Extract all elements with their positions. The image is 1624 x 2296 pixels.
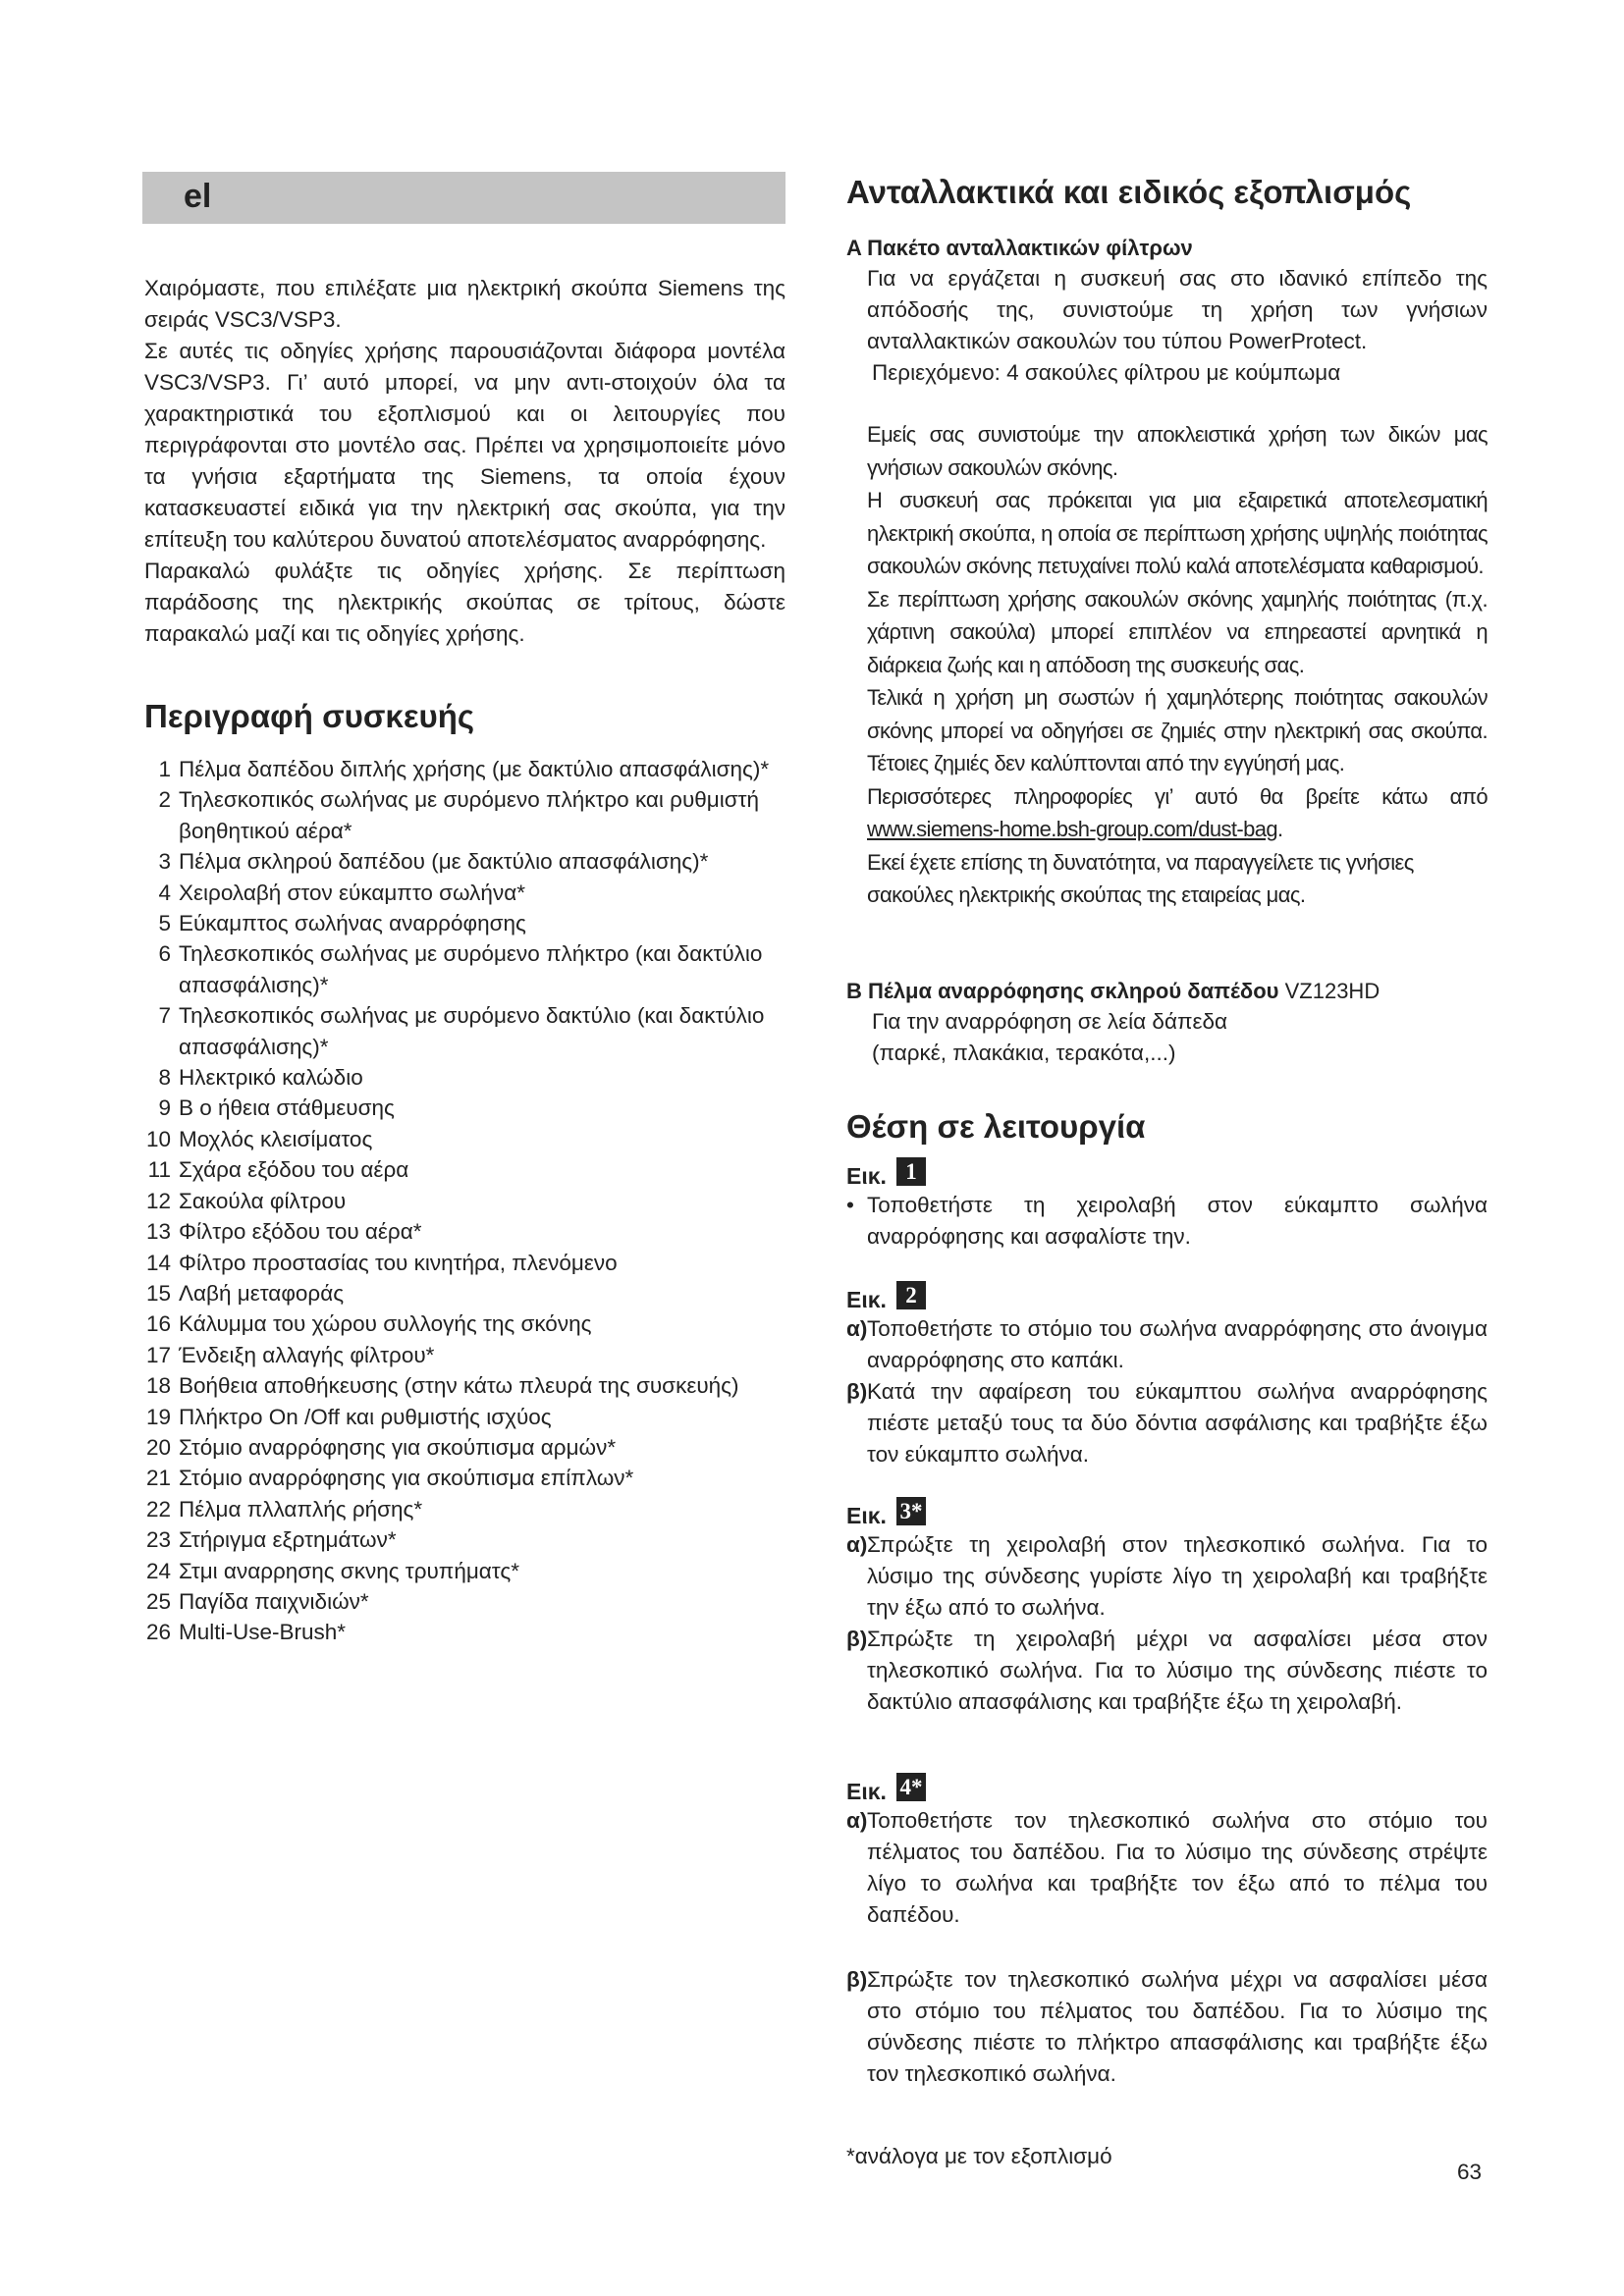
item-number: 12 (145, 1188, 171, 1213)
note-paragraph: Η συσκευή σας πρόκειται για μια εξαιρετικά αποτελεσματική ηλεκτρική σκούπα, η οποία σε περίπτωση χρήσης υψηλής ποιότητας σακουλών σκόνης πετυχαίνει πολύ καλά αποτελέσματα καθαρισμού. (867, 488, 1488, 578)
figure-badge: 1 (896, 1157, 926, 1186)
item-text: Πέλμα σκληρού δαπέδου (με δακτύλιο απασφάλισης)* (179, 849, 709, 875)
accessory-b-model: VZ123HD (1284, 979, 1380, 1003)
item-text: Στμι αναρρησης σκνης τρυπήματς* (179, 1558, 519, 1583)
step-text: Σπρώξτε τη χειρολαβή μέχρι να ασφαλίσει μέσα στον τηλεσκοπικό σωλήνα. Για το λύσιμο της σύνδεσης πιέστε το δακτύλιο απασφάλισης και τραβήξτε έξω τη χειρολαβή. (867, 1627, 1488, 1714)
figure-label-text: Εικ. (846, 1287, 887, 1312)
figure-label (846, 1772, 1488, 1805)
figure-label (846, 1156, 1488, 1190)
parts-list-item (137, 1308, 779, 1339)
accessory-b-text: (παρκέ, πλακάκια, τερακότα,...) (872, 1041, 1176, 1065)
parts-list-item (137, 1216, 779, 1247)
item-text: Σχάρα εξόδου του αέρα (179, 1157, 409, 1183)
parts-list-item (137, 1556, 779, 1586)
intro-paragraph: Χαιρόμαστε, που επιλέξατε μια ηλεκτρική σκούπα Siemens της σειράς VSC3/VSP3. (144, 276, 785, 332)
accessory-b-text: Για την αναρρόφηση σε λεία δάπεδα (872, 1009, 1228, 1034)
item-number: 9 (158, 1095, 171, 1121)
item-text: Πλήκτρο On /Off και ρυθμιστής ισχύος (179, 1404, 552, 1429)
dust-bag-link[interactable]: www.siemens-home.bsh-group.com/dust-bag (867, 817, 1278, 841)
parts-list (137, 754, 779, 1648)
item-text: Multi-Use-Brush* (179, 1620, 347, 1645)
parts-list-item (137, 784, 779, 846)
parts-list-item (137, 1524, 779, 1555)
figure-label (846, 1496, 1488, 1529)
item-text: Παγίδα παιχνιδιών* (179, 1588, 369, 1614)
item-number: 16 (145, 1311, 171, 1337)
step-label: β) (846, 1379, 868, 1404)
figure-2 (846, 1280, 1488, 1470)
item-number: 18 (145, 1373, 171, 1399)
parts-list-item (137, 1402, 779, 1432)
item-number: 2 (158, 787, 171, 813)
item-text: Βοήθεια αποθήκευσης (στην κάτω πλευρά της συσκευής) (179, 1373, 739, 1399)
figure-label (846, 1280, 1488, 1313)
item-number: 17 (145, 1342, 171, 1367)
link-suffix: . (1277, 817, 1283, 841)
figure-label-text: Εικ. (846, 1503, 887, 1528)
item-text: Λαβή μεταφοράς (179, 1280, 345, 1306)
dust-bag-notes (846, 418, 1488, 912)
step-label: β) (846, 1967, 868, 1992)
item-number: 26 (145, 1620, 171, 1645)
figure-step (846, 1313, 1488, 1376)
item-number: 21 (145, 1466, 171, 1491)
item-number: 6 (158, 941, 171, 967)
note-paragraph: Σε περίπτωση χρήσης σακουλών σκόνης χαμηλής ποιότητας (π.χ. χάρτινη σακούλα) μπορεί επιπλέον να επηρεαστεί αρνητικά η διάρκεια ζωής και η απόδοση της συσκευής σας. (867, 586, 1488, 677)
item-text: Χειρολαβή στον εύκαμπτο σωλήνα* (179, 880, 525, 905)
step-label: α) (846, 1808, 868, 1833)
parts-list-item (137, 1062, 779, 1093)
item-text: Τηλεσκοπικός σωλήνας με συρόμενο πλήκτρο (και δακτύλιο απασφάλισης)* (179, 941, 763, 997)
item-text: Σακούλα φίλτρου (179, 1188, 347, 1213)
parts-list-item (137, 938, 779, 1000)
figure-label-text: Εικ. (846, 1779, 887, 1804)
item-text: Μοχλός κλεισίματος (179, 1126, 373, 1151)
item-number: 11 (147, 1157, 171, 1183)
item-text: Τηλεσκοπικός σωλήνας με συρόμενο δακτύλιο (και δακτύλιο απασφάλισης)* (179, 1003, 765, 1059)
parts-list-item (137, 1124, 779, 1154)
step-text: Κατά την αφαίρεση του εύκαμπτου σωλήνα αναρρόφησης πιέστε μεταξύ τους τα δύο δόντια ασφάλισης και τραβήξτε έξω τον εύκαμπτο σωλήνα. (867, 1379, 1488, 1467)
footnote: *ανάλογα με τον εξοπλισμό (846, 2144, 1112, 2168)
accessories-heading: Ανταλλακτικά και ειδικός εξοπλισμός (846, 174, 1412, 210)
item-text: Στόμιο αναρρόφησης για σκούπισμα αρμών* (179, 1434, 617, 1460)
page-number: 63 (1457, 2160, 1483, 2184)
language-bar (142, 172, 785, 224)
item-number: 5 (158, 911, 171, 936)
figure-step (846, 1805, 1488, 1931)
item-number: 20 (145, 1434, 171, 1460)
figure-badge: 3* (896, 1497, 926, 1525)
figure-3 (846, 1496, 1488, 1718)
item-text: Πέλμα δαπέδου διπλής χρήσης (με δακτύλιο απασφάλισης)* (179, 757, 770, 781)
item-number: 8 (158, 1065, 171, 1091)
order-text: Εκεί έχετε επίσης τη δυνατότητα, να παραγγείλετε τις γνήσιες σακούλες ηλεκτρικής σκούπας της εταιρείας μας. (867, 849, 1414, 907)
item-number: 13 (145, 1219, 171, 1245)
item-text: Εύκαμπτος σωλήνας αναρρόφησης (179, 911, 526, 936)
parts-list-item (137, 1370, 779, 1401)
parts-list-item (137, 1248, 779, 1278)
item-number: 25 (145, 1588, 171, 1614)
more-info-label: Περισσότερες πληροφορίες γι’ αυτό θα βρείτε κάτω από (867, 783, 1488, 809)
figure-step (846, 1190, 1488, 1253)
item-text: Κάλυμμα του χώρου συλλογής της σκόνης (179, 1311, 592, 1337)
parts-list-item (137, 1340, 779, 1370)
figure-step (846, 1376, 1488, 1470)
parts-list-item (137, 1432, 779, 1463)
step-text: Σπρώξτε τον τηλεσκοπικό σωλήνα μέχρι να ασφαλίσει μέσα στο στόμιο του πέλματος του δαπέδου. Για το λύσιμο της σύνδεσης πιέστε το πλήκτρο απασφάλισης και τραβήξτε έξω τον τηλεσκοπικό σωλήνα. (867, 1967, 1488, 2086)
item-number: 1 (158, 757, 171, 781)
item-number: 3 (158, 849, 171, 875)
parts-list-item (137, 846, 779, 877)
figure-badge: 4* (896, 1773, 926, 1801)
item-text: Ηλεκτρικό καλώδιο (179, 1065, 363, 1091)
accessory-a-text: Για να εργάζεται η συσκευή σας στο ιδανικό επίπεδο της απόδοσής της, συνιστούμε τη χρήση των γνήσιων ανταλλακτικών σακουλών του τύπου PowerProtect. (867, 266, 1488, 353)
item-text: Β ο ήθεια στάθμευσης (179, 1095, 395, 1121)
parts-list-item (137, 1278, 779, 1308)
figure-step (846, 1529, 1488, 1624)
parts-list-item (137, 1000, 779, 1062)
step-label: α) (846, 1316, 868, 1341)
accessory-b-name: B Πέλμα αναρρόφησης σκληρού δαπέδου (846, 979, 1279, 1003)
item-text: Ένδειξη αλλαγής φίλτρου* (179, 1342, 435, 1367)
accessory-b-title (846, 977, 1488, 1006)
step-label: α) (846, 1532, 868, 1557)
item-text: Φίλτρο εξόδου του αέρα* (179, 1219, 422, 1245)
intro-paragraph: Παρακαλώ φυλάξτε τις οδηγίες χρήσης. Σε περίπτωση παράδοσης της ηλεκτρικής σκούπας σε τρίτους, δώστε παρακαλώ μαζί και τις οδηγίες χρήσης. (144, 559, 785, 646)
accessory-a-contents: Περιεχόμενο: 4 σακούλες φίλτρου με κούμπωμα (872, 360, 1341, 385)
item-number: 15 (145, 1280, 171, 1306)
parts-list-item (137, 1494, 779, 1524)
step-label: β) (846, 1627, 868, 1651)
parts-list-item (137, 1463, 779, 1493)
item-number: 23 (145, 1527, 171, 1553)
bullet-icon: • (846, 1193, 854, 1217)
more-info-text (867, 780, 1488, 846)
accessory-b (846, 977, 1488, 1069)
note-paragraph: Τελικά η χρήση μη σωστών ή χαμηλότερης ποιότητας σακουλών σκόνης μπορεί να οδηγήσει σε ζημιές στην ηλεκτρική σας σκούπα. Τέτοιες ζημιές δεν καλύπτονται από την εγγύησή μας. (867, 685, 1488, 775)
figure-label-text: Εικ. (846, 1163, 887, 1189)
item-number: 7 (158, 1003, 171, 1029)
parts-list-item (137, 754, 779, 784)
figure-4 (846, 1772, 1488, 2090)
intro-paragraph: Σε αυτές τις οδηγίες χρήσης παρουσιάζονται διάφορα μοντέλα VSC3/VSP3. Γι’ αυτό μπορεί, να μην αντι-στοιχούν όλα τα χαρακτηριστικά του εξοπλισμού και οι λειτουργίες που περιγράφονται στο μοντέλο σας. Πρέπει να χρησιμοποιείτε μόνο τα γνήσια εξαρτήματα της Siemens, τα οποία έχουν κατασκευαστεί ειδικά για την ηλεκτρική σας σκούπα, για την επίτευξη του καλύτερου δυνατού αποτελέσματος αναρρόφησης. (144, 339, 785, 552)
step-text: Τοποθετήστε τη χειρολαβή στον εύκαμπτο σωλήνα αναρρόφησης και ασφαλίστε την. (867, 1193, 1488, 1249)
step-text: Τοποθετήστε το στόμιο του σωλήνα αναρρόφησης στο άνοιγμα αναρρόφησης στο καπάκι. (867, 1316, 1488, 1372)
item-text: Πέλμα πλλαπλής ρήσης* (179, 1496, 423, 1522)
note-paragraph: Εμείς σας συνιστούμε την αποκλειστικά χρήση των δικών μας γνήσιων σακουλών σκόνης. (867, 422, 1488, 480)
language-label: el (184, 178, 212, 215)
parts-list-item (137, 1617, 779, 1647)
intro-section (144, 273, 785, 650)
item-text: Στήριγμα εξρτημάτων* (179, 1527, 397, 1553)
parts-list-item (137, 1154, 779, 1185)
item-number: 14 (145, 1250, 171, 1275)
parts-list-item (137, 1586, 779, 1617)
item-text: Τηλεσκοπικός σωλήνας με συρόμενο πλήκτρο και ρυθμιστή βοηθητικού αέρα* (179, 787, 760, 843)
accessory-a-title: A Πακέτο ανταλλακτικών φίλτρων (846, 236, 1193, 260)
operation-heading: Θέση σε λειτουργία (846, 1108, 1146, 1145)
parts-list-item (137, 1093, 779, 1123)
step-text: Τοποθετήστε τον τηλεσκοπικό σωλήνα στο στόμιο του πέλματος του δαπέδου. Για το λύσιμο της σύνδεσης στρέψτε λίγο το σωλήνα και τραβήξτε τον έξω από το πέλμα του δαπέδου. (867, 1808, 1488, 1927)
item-number: 4 (158, 880, 171, 905)
parts-list-item (137, 1186, 779, 1216)
description-heading: Περιγραφή συσκευής (144, 698, 475, 734)
item-text: Φίλτρο προστασίας του κινητήρα, πλενόμενο (179, 1250, 618, 1275)
figure-step (846, 1624, 1488, 1718)
item-number: 10 (145, 1126, 171, 1151)
step-text: Σπρώξτε τη χειρολαβή στον τηλεσκοπικό σωλήνα. Για το λύσιμο της σύνδεσης γυρίστε λίγο τη χειρολαβή και τραβήξτε την έξω από το σωλήνα. (867, 1532, 1488, 1620)
parts-list-item (137, 878, 779, 908)
item-number: 22 (145, 1496, 171, 1522)
parts-list-item (137, 908, 779, 938)
item-number: 19 (145, 1404, 171, 1429)
item-number: 24 (145, 1558, 171, 1583)
figure-step (846, 1964, 1488, 2090)
accessory-a (846, 234, 1488, 389)
item-text: Στόμιο αναρρόφησης για σκούπισμα επίπλων* (179, 1466, 634, 1491)
figure-1 (846, 1156, 1488, 1253)
figure-badge: 2 (896, 1281, 926, 1309)
